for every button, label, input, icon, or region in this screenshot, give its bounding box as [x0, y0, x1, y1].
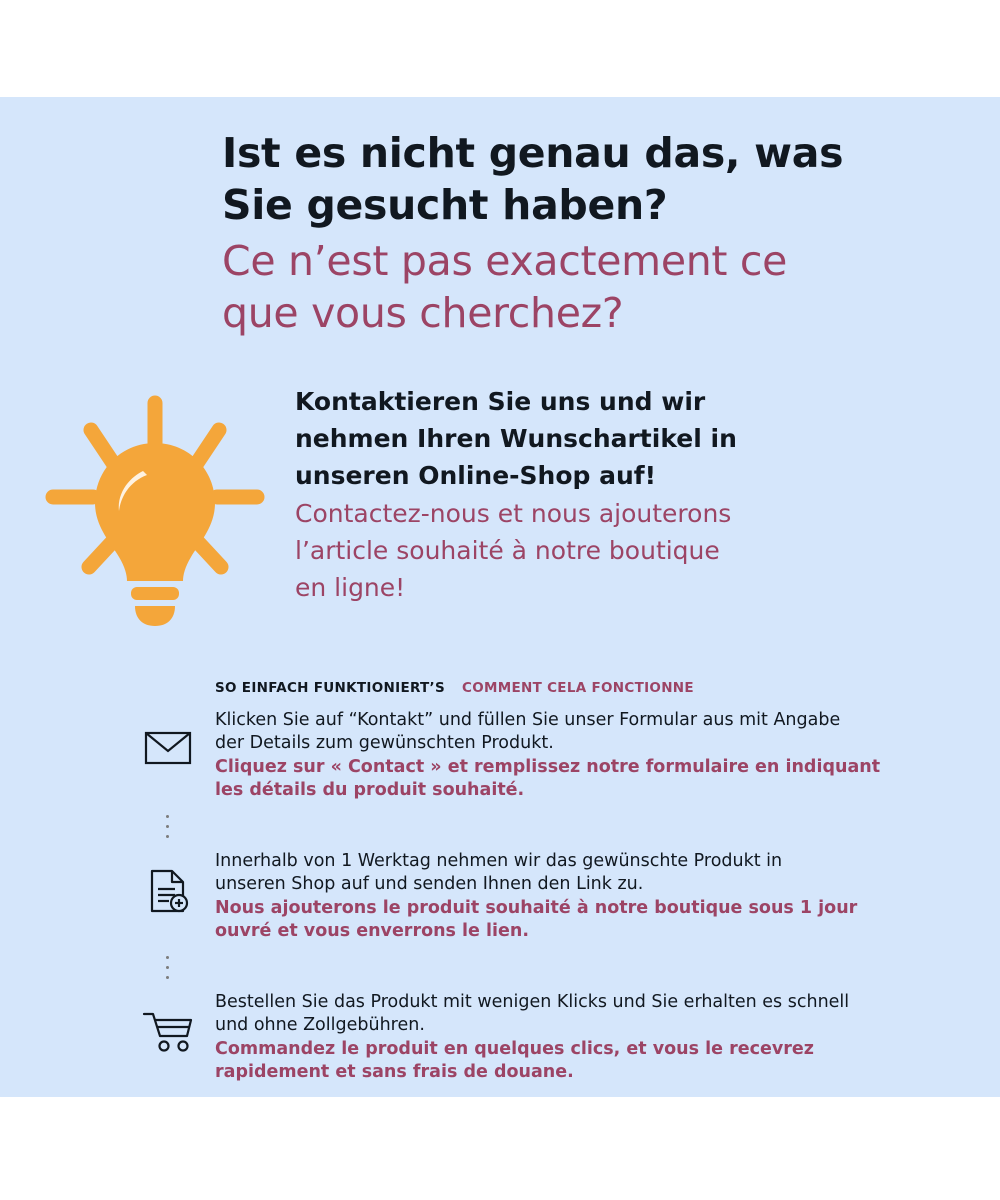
step-text — [215, 709, 880, 802]
heading-french — [222, 235, 922, 340]
subtext-german-line3: unseren Online-Shop auf! — [295, 460, 657, 490]
heading-french-line2: que vous cherchez? — [222, 289, 624, 338]
heading-german-line1: Ist es nicht genau das, was — [222, 129, 844, 177]
step-text-german-line1: Innerhalb von 1 Werktag nehmen wir das gewünschte Produkt in — [215, 851, 783, 872]
lightbulb-illustration — [35, 385, 275, 635]
connector-dot — [166, 966, 169, 969]
subtext-block — [295, 384, 915, 607]
heading-german — [222, 127, 922, 232]
step-text-german-line2: und ohne Zollgebühren. — [215, 1015, 425, 1036]
document-add-icon — [145, 868, 191, 914]
step-text-german-line2: unseren Shop auf und senden Ihnen den Link zu. — [215, 874, 644, 895]
heading-german-line2: Sie gesucht haben? — [222, 181, 668, 230]
envelope-icon — [143, 727, 193, 767]
step-text-french-line1: Commandez le produit en quelques clics, et vous le recevrez — [215, 1038, 814, 1059]
subtext-french-line1: Contactez-nous et nous ajouterons — [295, 499, 732, 529]
step-item — [120, 991, 940, 1084]
subtext-french-line3: en ligne! — [295, 572, 406, 602]
subtext-french — [295, 496, 915, 606]
connector-dot — [166, 835, 169, 838]
step-icon-slot — [120, 850, 215, 914]
step-connector-dots — [120, 943, 215, 991]
subtext-french-line2: l’article souhaité à notre boutique — [295, 536, 720, 565]
step-text-french-line2: les détails du produit souhaité. — [215, 779, 525, 800]
connector-dot — [166, 976, 169, 979]
step-text-french-line1: Cliquez sur « Contact » et remplissez notre formulaire en indiquant — [215, 756, 881, 777]
shopping-cart-icon — [142, 1009, 194, 1053]
lightbulb-icon — [35, 385, 275, 635]
subtext-german-line1: Kontaktieren Sie uns und wir — [295, 387, 706, 416]
subtext-german-line2: nehmen Ihren Wunschartikel in — [295, 423, 737, 453]
howto-label — [215, 680, 694, 696]
connector-dot — [166, 815, 169, 818]
step-text-french-line1: Nous ajouterons le produit souhaité à notre boutique sous 1 jour — [215, 897, 858, 918]
step-text-german-line1: Bestellen Sie das Produkt mit wenigen Klicks und Sie erhalten es schnell — [215, 992, 850, 1013]
step-text-german-line1: Klicken Sie auf “Kontakt” und füllen Sie unser Formular aus mit Angabe — [215, 710, 841, 730]
bulb-base-2 — [135, 606, 175, 626]
step-connector-dots — [120, 802, 215, 850]
connector-dot — [166, 825, 169, 828]
step-text-german-line2: der Details zum gewünschten Produkt. — [215, 733, 554, 754]
step-text-french-line2: rapidement et sans frais de douane. — [215, 1061, 574, 1082]
heading-block — [222, 127, 922, 340]
step-icon-slot — [120, 991, 215, 1053]
step-text-french-line2: ouvré et vous enverrons le lien. — [215, 920, 529, 941]
subtext-german — [295, 384, 915, 494]
howto-label-german: SO EINFACH FUNKTIONIERT’S — [215, 680, 446, 696]
content-panel — [0, 97, 1000, 1097]
step-text — [215, 850, 857, 943]
step-text — [215, 991, 849, 1084]
howto-label-french: COMMENT CELA FONCTIONNE — [462, 680, 694, 696]
step-item — [120, 709, 940, 802]
heading-french-line1: Ce n’est pas exactement ce — [222, 236, 788, 285]
step-item — [120, 850, 940, 943]
steps-list — [120, 709, 940, 1084]
bulb-glass — [95, 443, 215, 581]
connector-dot — [166, 956, 169, 959]
step-icon-slot — [120, 709, 215, 767]
bulb-base-1 — [131, 587, 179, 600]
